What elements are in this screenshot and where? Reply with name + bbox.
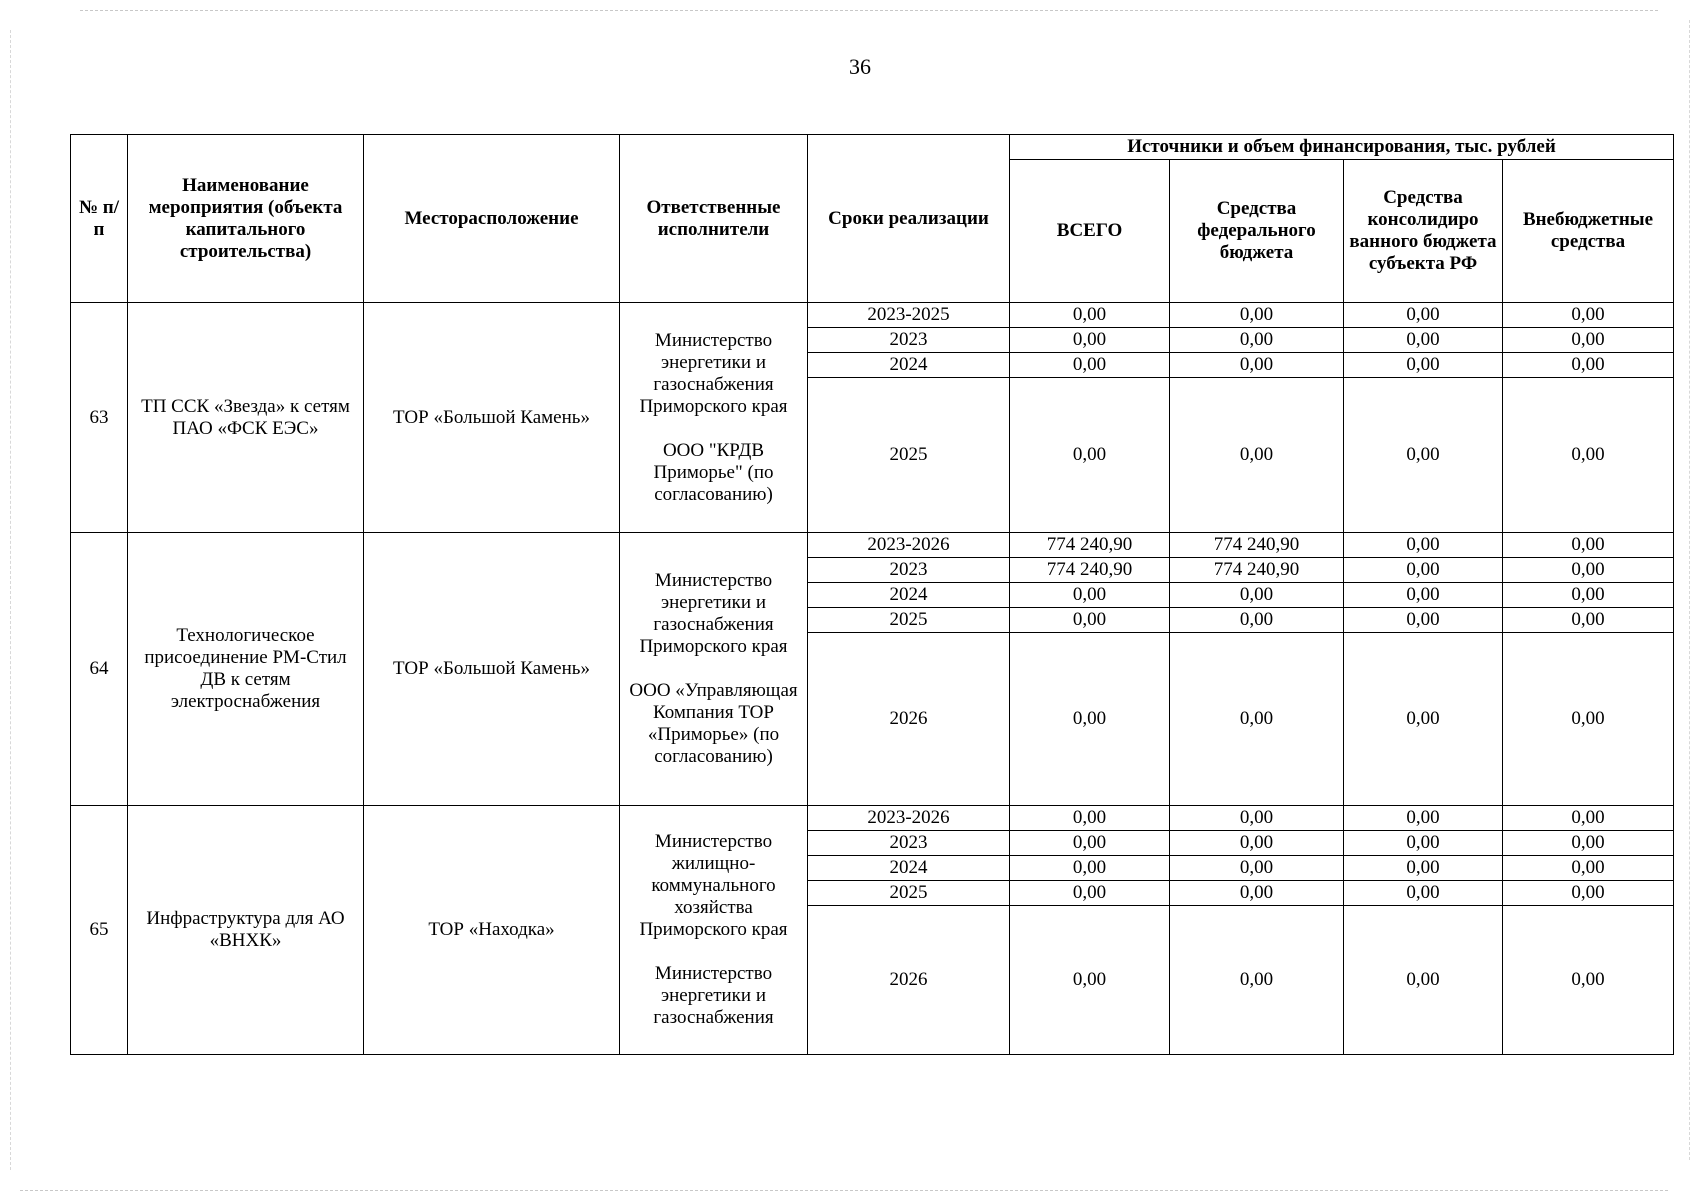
header-extra: Внебюджетные средства	[1503, 160, 1674, 303]
row-64-location: ТОР «Большой Камень»	[364, 533, 620, 806]
row-64-executors: Министерство энергетики и газоснабжения Приморского края ООО «Управляющая Компания ТОР «Приморье» (по согласованию)	[620, 533, 808, 806]
row-64-total-sum: 774 240,90	[1010, 533, 1170, 558]
header-name: Наименование мероприятия (объекта капитального строительства)	[128, 135, 364, 303]
row-65-extra-2023: 0,00	[1503, 831, 1674, 856]
row-65-total-2025: 0,00	[1010, 881, 1170, 906]
row-64-period-2024: 2024	[808, 583, 1010, 608]
row-64-name: Технологическое присоединение РМ-Стил ДВ к сетям электроснабжения	[128, 533, 364, 806]
row-65-consolidated-2025: 0,00	[1344, 881, 1503, 906]
row-64-extra-2025: 0,00	[1503, 608, 1674, 633]
scan-edge-bottom	[20, 1190, 1668, 1191]
row-65-executors: Министерство жилищно-коммунального хозяйства Приморского края Министерство энергетики и газоснабжения	[620, 806, 808, 1055]
row-63-num: 63	[71, 303, 128, 533]
row-64-extra-2023: 0,00	[1503, 558, 1674, 583]
header-location: Месторасположение	[364, 135, 620, 303]
row-65-consolidated-sum: 0,00	[1344, 806, 1503, 831]
row-65-consolidated-2024: 0,00	[1344, 856, 1503, 881]
row-65-period-2023: 2023	[808, 831, 1010, 856]
row-63-period-total: 2023-2025	[808, 303, 1010, 328]
scan-edge-top	[80, 10, 1658, 11]
row-63-extra-2024: 0,00	[1503, 353, 1674, 378]
row-63-executors: Министерство энергетики и газоснабжения Приморского края ООО "КРДВ Приморье" (по согласованию)	[620, 303, 808, 533]
row-63-extra-2023: 0,00	[1503, 328, 1674, 353]
row-63-total-2025: 0,00	[1010, 378, 1170, 533]
row-64-total-2026: 0,00	[1010, 633, 1170, 806]
row-64-num: 64	[71, 533, 128, 806]
header-num: № п/п	[71, 135, 128, 303]
row-65-extra-2025: 0,00	[1503, 881, 1674, 906]
row-64-consolidated-2023: 0,00	[1344, 558, 1503, 583]
row-63-period-2023: 2023	[808, 328, 1010, 353]
row-64-consolidated-2024: 0,00	[1344, 583, 1503, 608]
row-63-total-sum: 0,00	[1010, 303, 1170, 328]
row-64-consolidated-2026: 0,00	[1344, 633, 1503, 806]
row-63-extra-sum: 0,00	[1503, 303, 1674, 328]
row-65-total-2023: 0,00	[1010, 831, 1170, 856]
row-63-federal-sum: 0,00	[1170, 303, 1344, 328]
scan-edge-left	[10, 30, 11, 1170]
header-federal: Средства федерального бюджета	[1170, 160, 1344, 303]
row-63-total-2023: 0,00	[1010, 328, 1170, 353]
header-period: Сроки реализации	[808, 135, 1010, 303]
financing-table	[70, 134, 1674, 1055]
row-63-consolidated-sum: 0,00	[1344, 303, 1503, 328]
page-number: 36	[849, 54, 871, 79]
row-63-extra-2025: 0,00	[1503, 378, 1674, 533]
row-63-total-2024: 0,00	[1010, 353, 1170, 378]
row-65-extra-2026: 0,00	[1503, 906, 1674, 1055]
row-64-federal-2023: 774 240,90	[1170, 558, 1344, 583]
row-63-federal-2025: 0,00	[1170, 378, 1344, 533]
row-63-period-2025: 2025	[808, 378, 1010, 533]
row-63-federal-2023: 0,00	[1170, 328, 1344, 353]
row-65-federal-2023: 0,00	[1170, 831, 1344, 856]
row-65-period-2024: 2024	[808, 856, 1010, 881]
row-65-federal-2026: 0,00	[1170, 906, 1344, 1055]
row-63-consolidated-2024: 0,00	[1344, 353, 1503, 378]
row-64-federal-2025: 0,00	[1170, 608, 1344, 633]
row-64-total-2024: 0,00	[1010, 583, 1170, 608]
row-65-period-2026: 2026	[808, 906, 1010, 1055]
row-64-period-2026: 2026	[808, 633, 1010, 806]
row-64-period-2023: 2023	[808, 558, 1010, 583]
row-65-extra-2024: 0,00	[1503, 856, 1674, 881]
row-65-extra-sum: 0,00	[1503, 806, 1674, 831]
row-65-federal-sum: 0,00	[1170, 806, 1344, 831]
row-63-name: ТП ССК «Звезда» к сетям ПАО «ФСК ЕЭС»	[128, 303, 364, 533]
row-65-federal-2024: 0,00	[1170, 856, 1344, 881]
row-64-consolidated-2025: 0,00	[1344, 608, 1503, 633]
header-funding-group: Источники и объем финансирования, тыс. рублей	[1010, 135, 1674, 160]
row-65-total-sum: 0,00	[1010, 806, 1170, 831]
header-total: ВСЕГО	[1010, 160, 1170, 303]
row-64-period-total: 2023-2026	[808, 533, 1010, 558]
row-65-period-2025: 2025	[808, 881, 1010, 906]
row-65-total-2024: 0,00	[1010, 856, 1170, 881]
row-64-extra-2026: 0,00	[1503, 633, 1674, 806]
row-64-federal-sum: 774 240,90	[1170, 533, 1344, 558]
row-65-num: 65	[71, 806, 128, 1055]
row-64-federal-2026: 0,00	[1170, 633, 1344, 806]
row-64-consolidated-sum: 0,00	[1344, 533, 1503, 558]
row-65-consolidated-2023: 0,00	[1344, 831, 1503, 856]
row-64-total-2023: 774 240,90	[1010, 558, 1170, 583]
row-64-federal-2024: 0,00	[1170, 583, 1344, 608]
header-executors: Ответственные исполнители	[620, 135, 808, 303]
scan-edge-right	[1689, 20, 1690, 1160]
row-63-federal-2024: 0,00	[1170, 353, 1344, 378]
row-65-consolidated-2026: 0,00	[1344, 906, 1503, 1055]
row-65-total-2026: 0,00	[1010, 906, 1170, 1055]
row-64-total-2025: 0,00	[1010, 608, 1170, 633]
row-65-location: ТОР «Находка»	[364, 806, 620, 1055]
row-65-federal-2025: 0,00	[1170, 881, 1344, 906]
row-65-period-total: 2023-2026	[808, 806, 1010, 831]
row-64-extra-2024: 0,00	[1503, 583, 1674, 608]
row-64-period-2025: 2025	[808, 608, 1010, 633]
row-63-consolidated-2025: 0,00	[1344, 378, 1503, 533]
row-63-period-2024: 2024	[808, 353, 1010, 378]
row-63-location: ТОР «Большой Камень»	[364, 303, 620, 533]
row-65-name: Инфраструктура для АО «ВНХК»	[128, 806, 364, 1055]
header-consolidated: Средства консолидиро ванного бюджета субъекта РФ	[1344, 160, 1503, 303]
row-64-extra-sum: 0,00	[1503, 533, 1674, 558]
row-63-consolidated-2023: 0,00	[1344, 328, 1503, 353]
